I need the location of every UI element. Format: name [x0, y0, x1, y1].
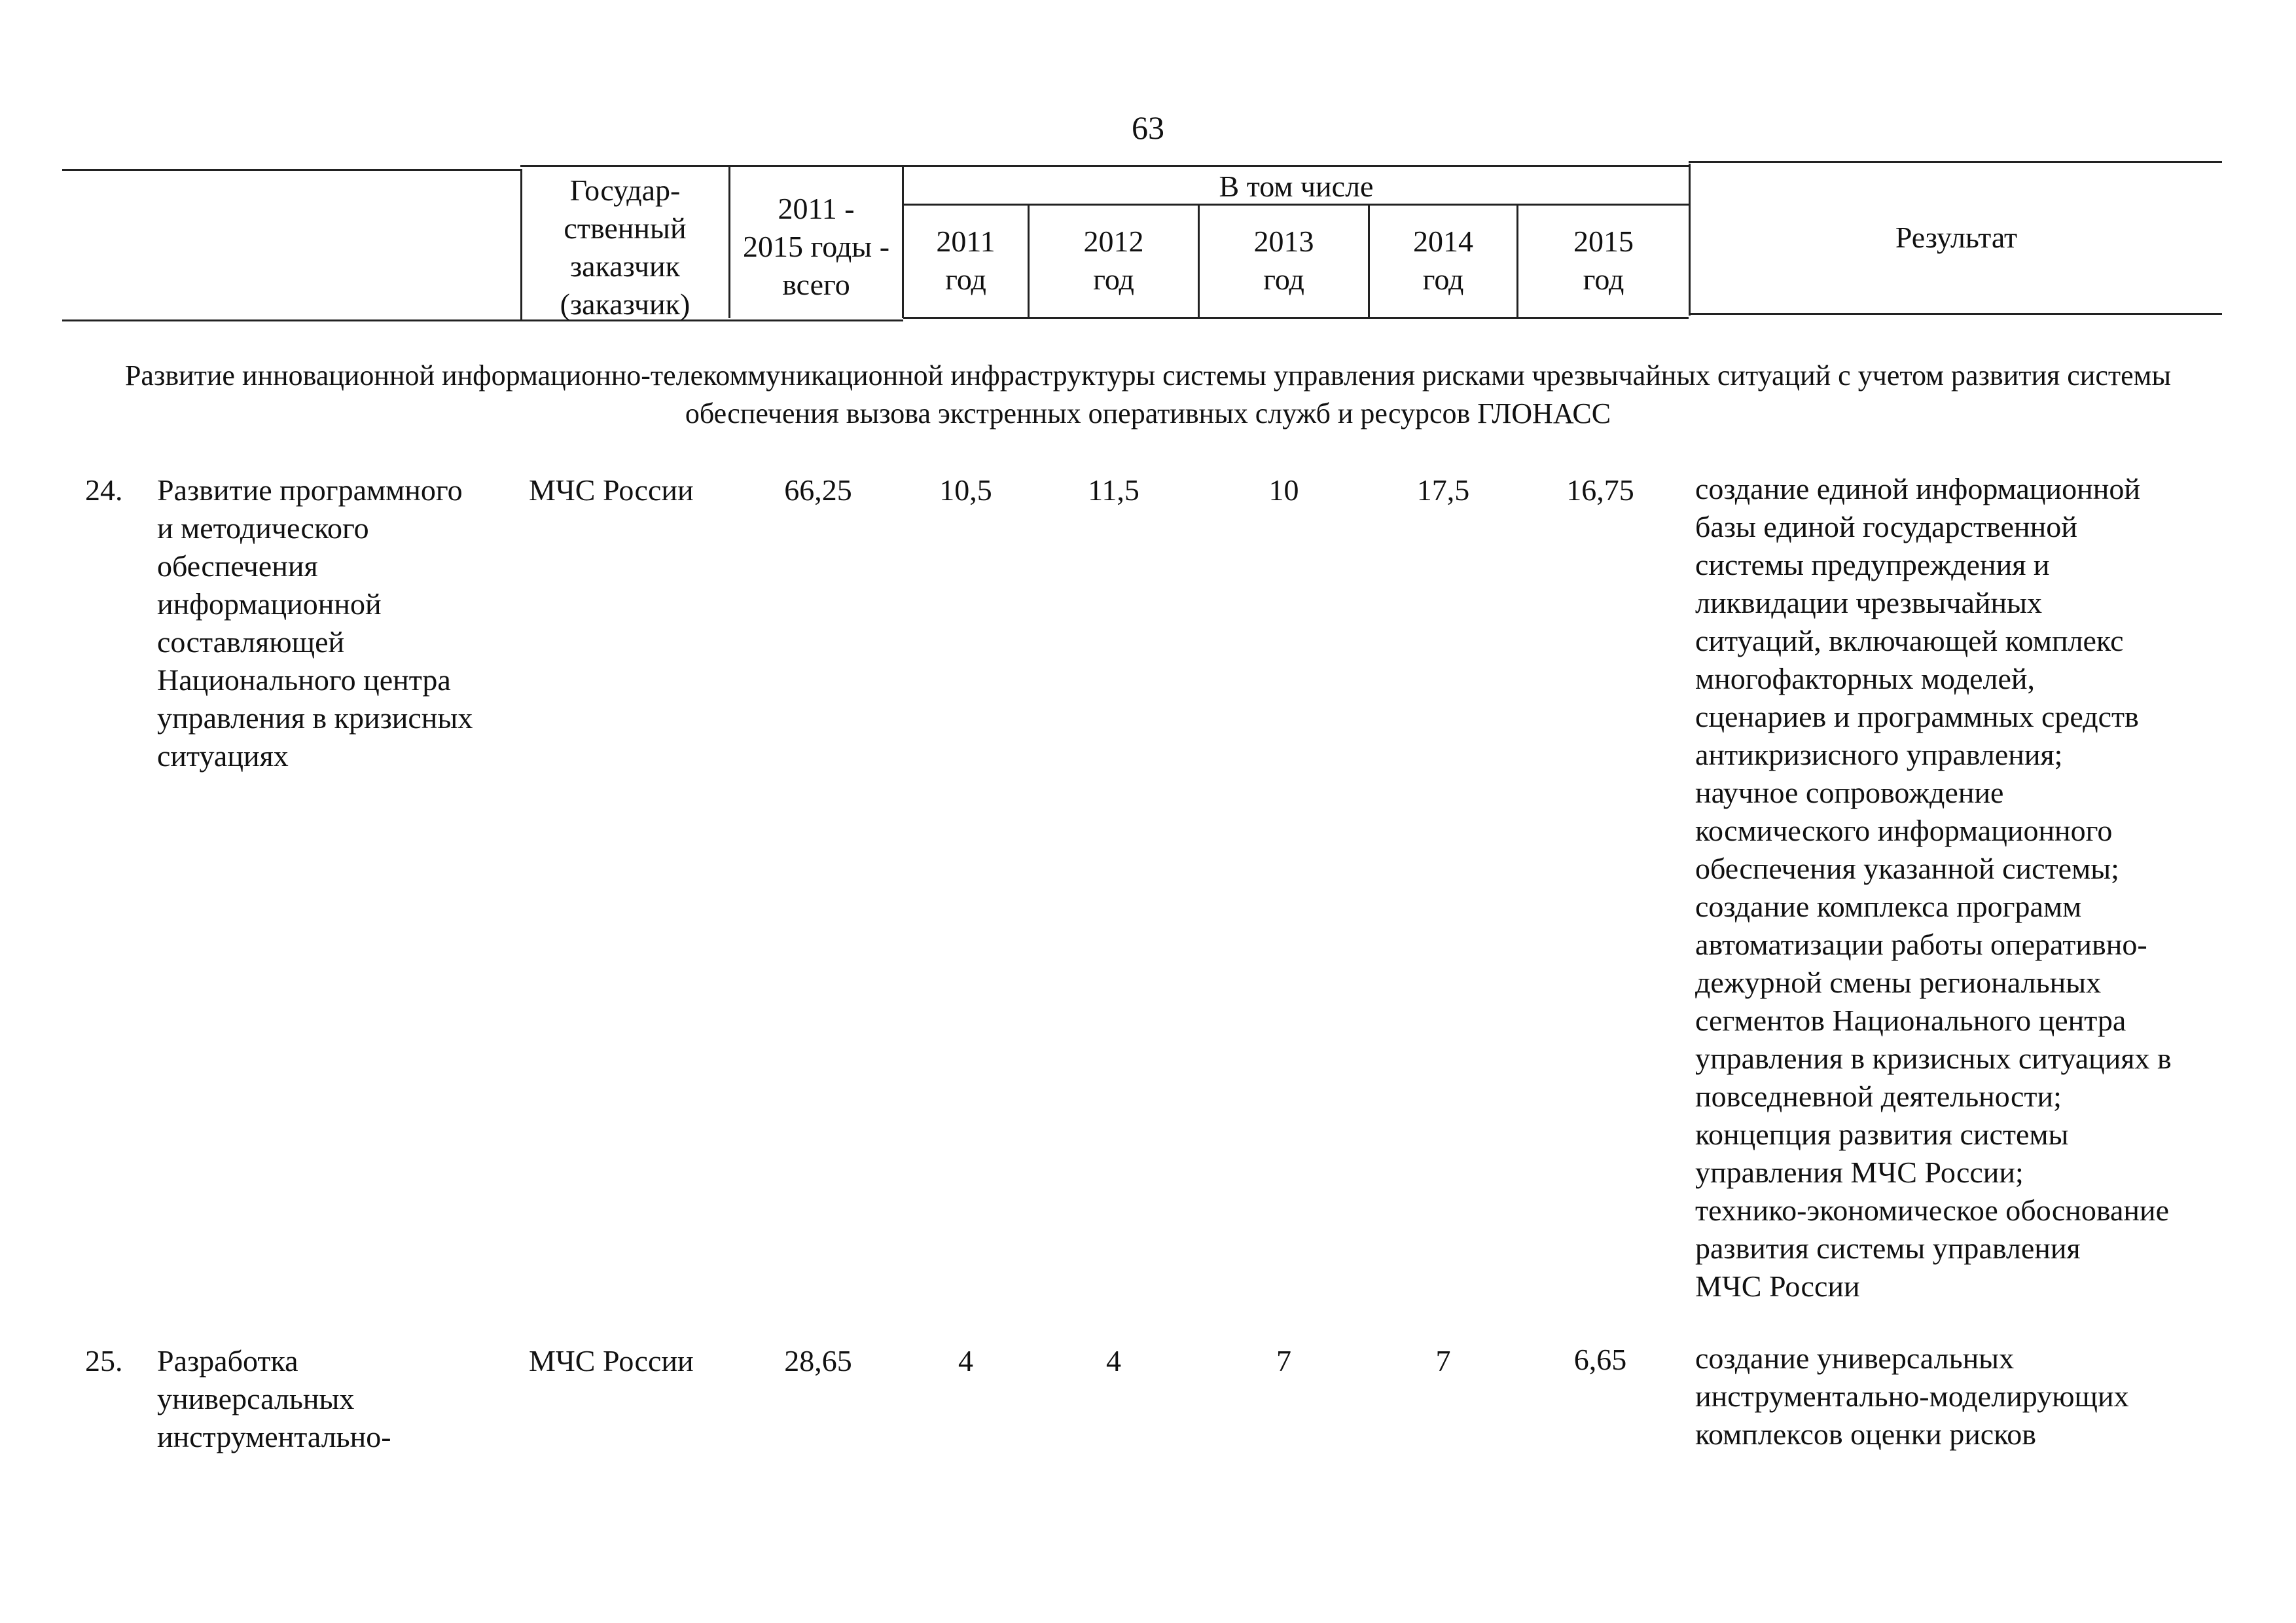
row-2012: 11,5: [1088, 473, 1139, 507]
header-bottom-rule-mid: [903, 317, 1689, 319]
header-year-unit: год: [1093, 263, 1134, 296]
header-year-unit: год: [1422, 263, 1464, 296]
row-2015: 16,75: [1566, 473, 1634, 507]
header-year-2012: [1030, 223, 1198, 299]
row-2015: 6,65: [1573, 1343, 1627, 1376]
header-bottom-rule-left: [62, 319, 903, 321]
header-year-unit: год: [1263, 263, 1304, 296]
header-top-rule-left: [62, 169, 520, 171]
header-year-2011: [904, 223, 1028, 299]
page-number: 63: [1132, 109, 1164, 146]
header-year-label: 2012: [1083, 225, 1144, 258]
row-number: 24.: [85, 473, 123, 507]
header-year-2013: [1200, 223, 1368, 299]
header-year-2014: [1370, 223, 1516, 299]
header-year-label: 2011: [936, 225, 996, 258]
header-total: 2011 - 2015 годы - всего: [742, 192, 890, 301]
header-including: В том числе: [1219, 170, 1374, 203]
row-name: Разработка универсальных инструментально-: [157, 1344, 391, 1453]
row-2014: 17,5: [1416, 473, 1470, 507]
header-customer: Государ- ственный заказчик (заказчик): [560, 173, 691, 321]
row-customer: МЧС России: [529, 473, 694, 507]
row-result: создание универсальных инструментально-моделирующих комплексов оценки рисков: [1695, 1341, 2129, 1451]
row-2011: 10,5: [939, 473, 992, 507]
row-result: создание единой информационной базы единой государственной системы предупреждения и ликвидации чрезвычайных ситуаций, включающей комплекс многофакторных моделей, сценариев и программных средств антикризисного управления; научное сопровождение космического информационного обеспечения указанной системы; создание комплекса программ автоматизации работы оперативно- дежурной смены региональных сегментов Национального центра управления в кризисных ситуациях в повседневной деятельности; концепция развития системы управления МЧС России; технико-экономическое обоснование развития системы управления МЧС России: [1695, 472, 2172, 1303]
row-2012: 4: [1106, 1344, 1121, 1377]
header-year-unit: год: [945, 263, 986, 296]
header-year-label: 2014: [1413, 225, 1473, 258]
header-vrule-customer-left: [520, 169, 522, 319]
row-2013: 7: [1276, 1344, 1291, 1377]
header-year-label: 2015: [1573, 225, 1634, 258]
header-year-unit: год: [1583, 263, 1624, 296]
row-2013: 10: [1268, 473, 1299, 507]
header-top-rule-right: [1689, 161, 2222, 163]
header-year-label: 2013: [1253, 225, 1314, 258]
section-title: Развитие инновационной информационно-телекоммуникационной инфраструктуры системы управления рисками чрезвычайных ситуаций с учетом развития системы обеспечения вызова экстренных оперативных служб и ресурсов ГЛОНАСС: [124, 359, 2172, 429]
row-total: 66,25: [784, 473, 852, 507]
row-2014: 7: [1435, 1344, 1451, 1377]
header-top-rule-mid: [520, 165, 1689, 167]
header-year-2015: [1518, 223, 1689, 299]
row-2011: 4: [958, 1344, 973, 1377]
row-total: 28,65: [784, 1344, 852, 1377]
header-bottom-rule-right: [1689, 313, 2222, 315]
row-number: 25.: [85, 1344, 123, 1377]
row-name: Развитие программного и методического обеспечения информационной составляющей Национального центра управления в кризисных ситуациях: [157, 473, 473, 773]
header-result: Результат: [1895, 221, 2018, 254]
row-customer: МЧС России: [529, 1344, 694, 1377]
